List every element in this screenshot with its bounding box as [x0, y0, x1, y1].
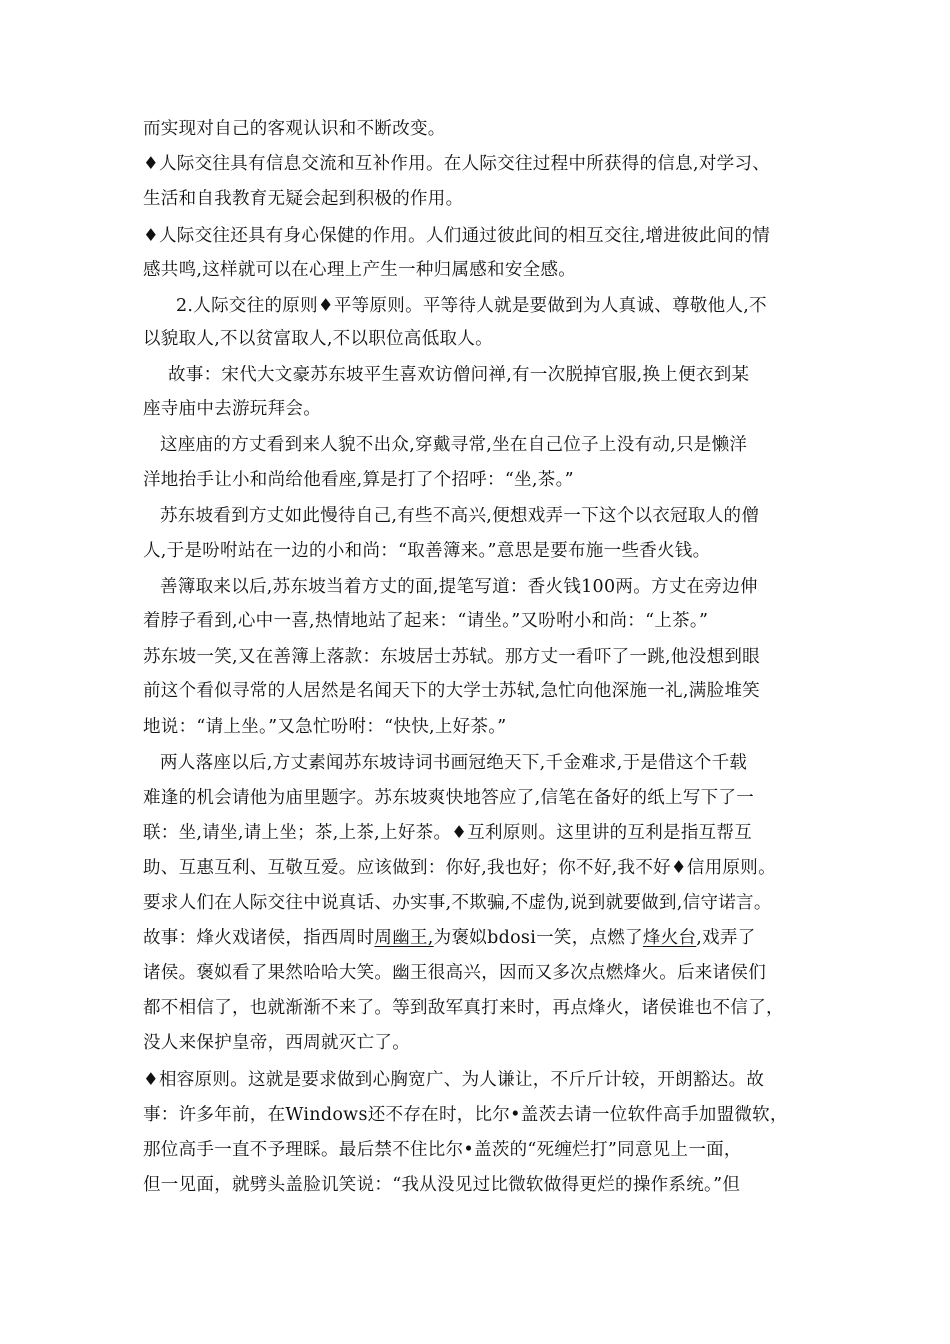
text-line: ♦人际交往还具有身心保健的作用。人们通过彼此间的相互交往,增进彼此间的情	[143, 226, 771, 246]
text-line: 两人落座以后,方丈素闻苏东坡诗词书画冠绝天下,千金难求,于是借这个千载	[160, 753, 748, 773]
underlined-term: 周幽王,	[374, 928, 434, 948]
text-line: 以貌取人,不以贫富取人,不以职位高低取人。	[143, 329, 493, 349]
text-line: 人,于是吩咐站在一边的小和尚：“取善簿来。”意思是要布施一些香火钱。	[143, 541, 711, 561]
text-line: 诸侯。褒姒看了果然哈哈大笑。幽王很高兴，因而又多次点燃烽火。后来诸侯们	[143, 963, 766, 983]
underlined-term: 烽火台	[642, 928, 697, 948]
text-line: 而实现对自己的客观认识和不断改变。	[143, 119, 446, 139]
text-line: 2.人际交往的原则♦平等原则。平等待人就是要做到为人真诚、尊敬他人,不	[176, 296, 767, 316]
text-line: 前这个看似寻常的人居然是名闻天下的大学士苏轼,急忙向他深施一礼,满脸堆笑	[143, 681, 760, 701]
text-line: 生活和自我教育无疑会起到积极的作用。	[143, 189, 464, 209]
text-line: 那位高手一直不予理睬。最后禁不住比尔•盖茨的“死缠烂打”同意见上一面，	[143, 1140, 742, 1160]
text-line: 感共鸣,这样就可以在心理上产生一种归属感和安全感。	[143, 260, 577, 280]
text-line: ♦相容原则。这就是要求做到心胸宽广、为人谦让，不斤斤计较，开朗豁达。故	[143, 1070, 765, 1090]
text-line: ♦人际交往具有信息交流和互补作用。在人际交往过程中所获得的信息,对学习、	[143, 154, 771, 174]
text-line: 故事：宋代大文豪苏东坡平生喜欢访僧问禅,有一次脱掉官服,换上便衣到某	[168, 365, 750, 385]
text-line	[143, 926, 756, 950]
text-line: 联：坐,请坐,请上坐；茶,上茶,上好茶。♦互利原则。这里讲的互利是指互帮互	[143, 823, 753, 843]
text-line: 着脖子看到,心中一喜,热情地站了起来：“请坐。”又吩咐小和尚：“上茶。”	[143, 611, 709, 631]
text-line: 这座庙的方丈看到来人貌不出众,穿戴寻常,坐在自己位子上没有动,只是懒洋	[160, 435, 748, 455]
text-line: 善簿取来以后,苏东坡当着方丈的面,提笔写道：香火钱100两。方丈在旁边伸	[160, 577, 758, 597]
line-segment: 为褒姒bdosi一笑，点燃了	[433, 928, 643, 948]
text-line: 没人来保护皇帝，西周就灭亡了。	[143, 1033, 410, 1053]
text-line: 洋地抬手让小和尚给他看座,算是打了个招呼：“坐,茶。”	[143, 470, 574, 490]
text-line: 事：许多年前，在Windows还不存在时，比尔•盖茨去请一位软件高手加盟微软，	[143, 1105, 788, 1125]
text-line: 但一见面，就劈头盖脸讥笑说：“我从没见过比微软做得更烂的操作系统。”但	[143, 1175, 741, 1195]
text-line: 苏东坡看到方丈如此慢待自己,有些不高兴,便想戏弄一下这个以衣冠取人的僧	[160, 506, 760, 526]
line-segment: 故事：烽火戏诸侯，指西周时	[143, 928, 375, 948]
text-line: 助、互惠互利、互敬互爱。应该做到：你好,我也好；你不好,我不好♦信用原则。	[143, 858, 776, 878]
text-line: 都不相信了，也就渐渐不来了。等到敌军真打来时，再点烽火，诸侯谁也不信了，	[143, 998, 784, 1018]
text-line: 苏东坡一笑,又在善簿上落款：东坡居士苏轼。那方丈一看吓了一跳,他没想到眼	[143, 647, 760, 667]
line-segment: ,戏弄了	[696, 928, 756, 948]
text-line: 要求人们在人际交往中说真话、办实事,不欺骗,不虚伪,说到就要做到,信守诺言。	[143, 893, 772, 913]
text-line: 难逢的机会请他为庙里题字。苏东坡爽快地答应了,信笔在备好的纸上写下了一	[143, 788, 755, 808]
text-line: 地说：“请上坐。”又急忙吩咐：“快快,上好茶。”	[143, 717, 507, 737]
text-line: 座寺庙中去游玩拜会。	[143, 399, 321, 419]
